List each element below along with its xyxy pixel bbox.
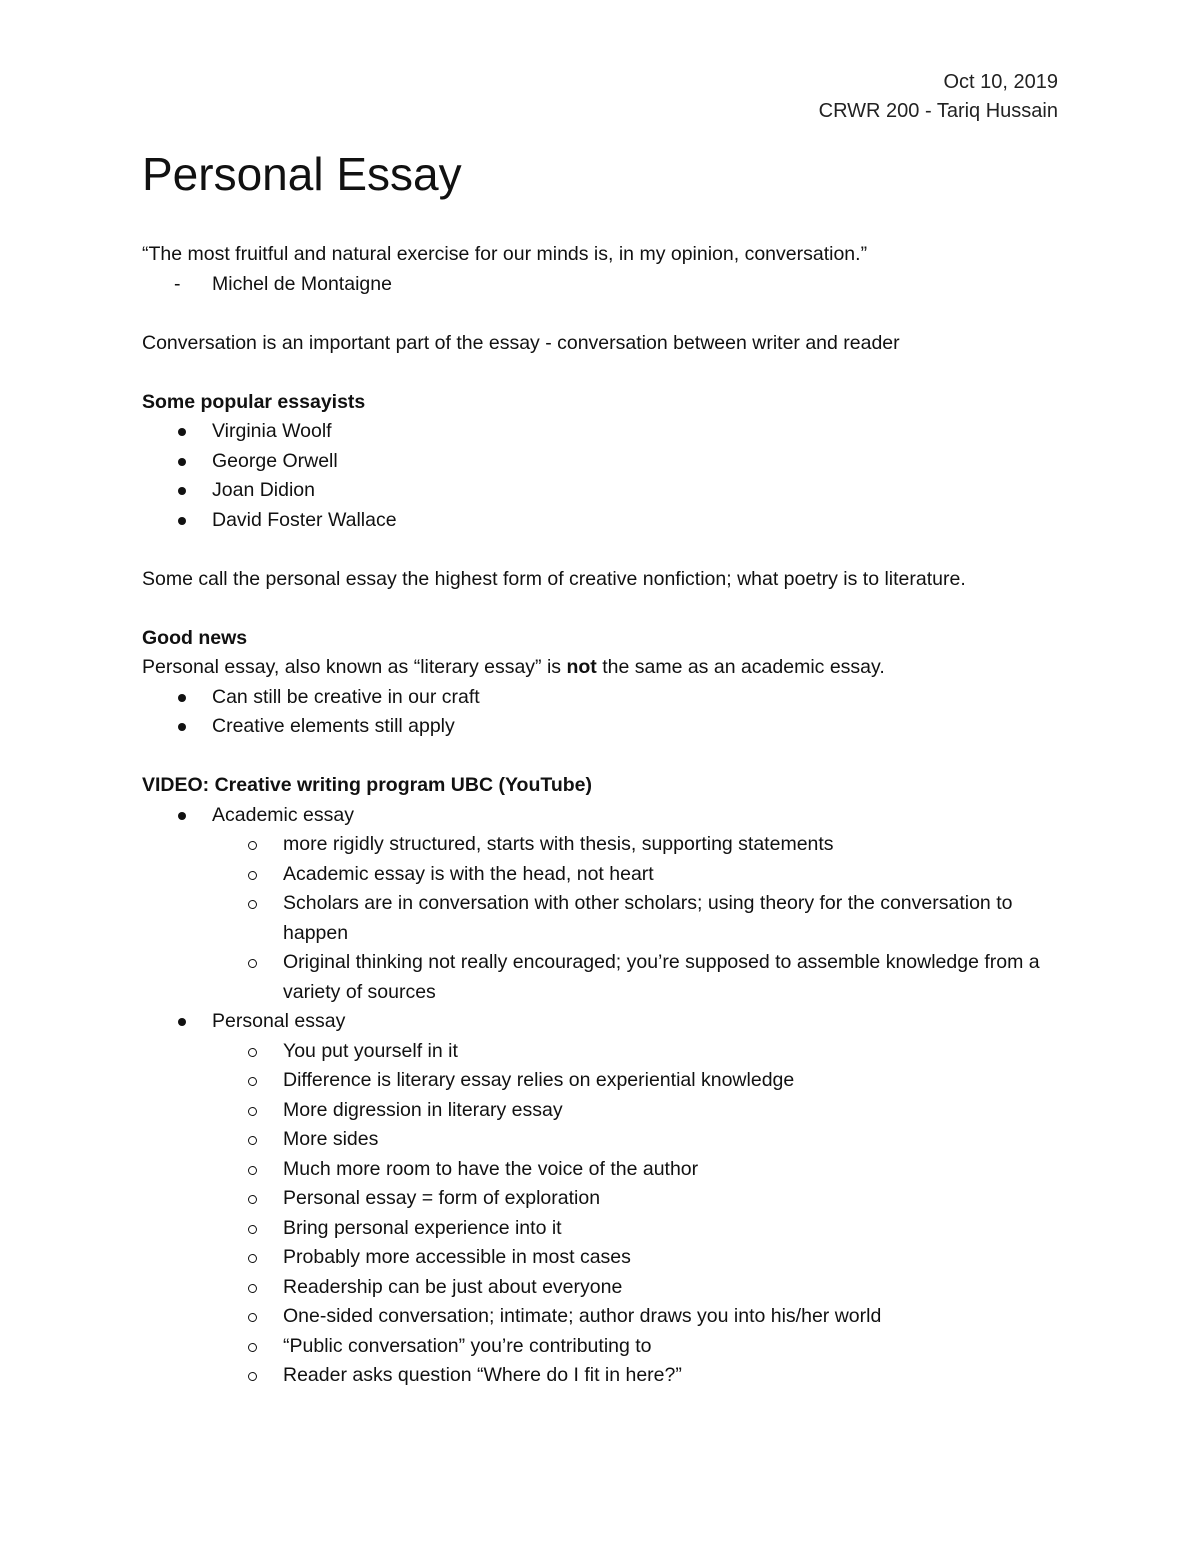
good-news-heading: Good news: [142, 626, 248, 649]
bullet-icon: [178, 723, 186, 731]
list-item: Joan Didion: [142, 476, 1058, 506]
sub-list-item: Much more room to have the voice of the author: [142, 1155, 1058, 1185]
sub-list-item: more rigidly structured, starts with thesis, supporting statements: [142, 830, 1058, 860]
quote-text: “The most fruitful and natural exercise for our minds is, in my opinion, conversation.”: [142, 243, 868, 265]
sub-list-item: Scholars are in conversation with other scholars; using theory for the conversation to happen: [142, 889, 1058, 948]
hollow-bullet-icon: [248, 1166, 257, 1175]
hollow-bullet-icon: [248, 1372, 257, 1381]
sub-list-item: More sides: [142, 1125, 1058, 1155]
sub-list-item: Personal essay = form of exploration: [142, 1184, 1058, 1214]
hollow-bullet-icon: [248, 1254, 257, 1263]
sub-list-item: Bring personal experience into it: [142, 1214, 1058, 1244]
bullet-icon: [178, 517, 186, 525]
hollow-bullet-icon: [248, 1313, 257, 1322]
sub-list-item: Difference is literary essay relies on experiential knowledge: [142, 1066, 1058, 1096]
sub-list-item: Probably more accessible in most cases: [142, 1243, 1058, 1273]
essayists-list: [142, 417, 1058, 535]
sub-list-item: Academic essay is with the head, not heart: [142, 860, 1058, 890]
list-item: Can still be creative in our craft: [142, 683, 1058, 713]
hollow-bullet-icon: [248, 900, 257, 909]
list-item: Creative elements still apply: [142, 712, 1058, 742]
hollow-bullet-icon: [248, 871, 257, 880]
quote-author: Michel de Montaigne: [212, 272, 392, 295]
bullet-icon: [178, 458, 186, 466]
document-header: [142, 68, 1058, 126]
header-course: CRWR 200 - Tariq Hussain: [818, 100, 1058, 122]
good-news-list: [142, 683, 1058, 742]
hollow-bullet-icon: [248, 1284, 257, 1293]
sub-list-item: Reader asks question “Where do I fit in here?”: [142, 1361, 1058, 1391]
bullet-icon: [178, 694, 186, 702]
hollow-bullet-icon: [248, 1048, 257, 1057]
hollow-bullet-icon: [248, 1077, 257, 1086]
hollow-bullet-icon: [248, 1225, 257, 1234]
list-item-personal-essay: Personal essay: [142, 1007, 1058, 1037]
attribution-dash: -: [174, 272, 181, 295]
conversation-note: Conversation is an important part of the essay - conversation between writer and reader: [142, 331, 900, 354]
list-item: Virginia Woolf: [142, 417, 1058, 447]
hollow-bullet-icon: [248, 1195, 257, 1204]
hollow-bullet-icon: [248, 1343, 257, 1352]
bullet-icon: [178, 487, 186, 495]
document-page: [142, 68, 1058, 1391]
quote-attribution: [142, 270, 1058, 300]
sub-list-item: One-sided conversation; intimate; author draws you into his/her world: [142, 1302, 1058, 1332]
hollow-bullet-icon: [248, 1136, 257, 1145]
list-item: David Foster Wallace: [142, 506, 1058, 536]
sub-list-item: Original thinking not really encouraged; you’re supposed to assemble knowledge from a variety of sources: [142, 948, 1058, 1007]
bullet-icon: [178, 1018, 186, 1026]
sub-list-item: Readership can be just about everyone: [142, 1273, 1058, 1303]
good-news-text: Personal essay, also known as “literary essay” is not the same as an academic essay.: [142, 656, 885, 678]
page-title: Personal Essay: [142, 148, 462, 200]
header-date: Oct 10, 2019: [943, 71, 1058, 93]
hollow-bullet-icon: [248, 841, 257, 850]
hollow-bullet-icon: [248, 959, 257, 968]
bullet-icon: [178, 428, 186, 436]
bullet-icon: [178, 812, 186, 820]
sub-list-item: “Public conversation” you’re contributing to: [142, 1332, 1058, 1362]
hollow-bullet-icon: [248, 1107, 257, 1116]
sub-list-item: More digression in literary essay: [142, 1096, 1058, 1126]
list-item: George Orwell: [142, 447, 1058, 477]
video-heading: VIDEO: Creative writing program UBC (YouTube): [142, 774, 592, 796]
sub-list-item: You put yourself in it: [142, 1037, 1058, 1067]
highest-form-note: Some call the personal essay the highest form of creative nonfiction; what poetry is to literature.: [142, 567, 966, 590]
video-notes-list: [142, 801, 1058, 1391]
list-item-academic-essay: Academic essay: [142, 801, 1058, 831]
essayists-heading: Some popular essayists: [142, 390, 366, 413]
